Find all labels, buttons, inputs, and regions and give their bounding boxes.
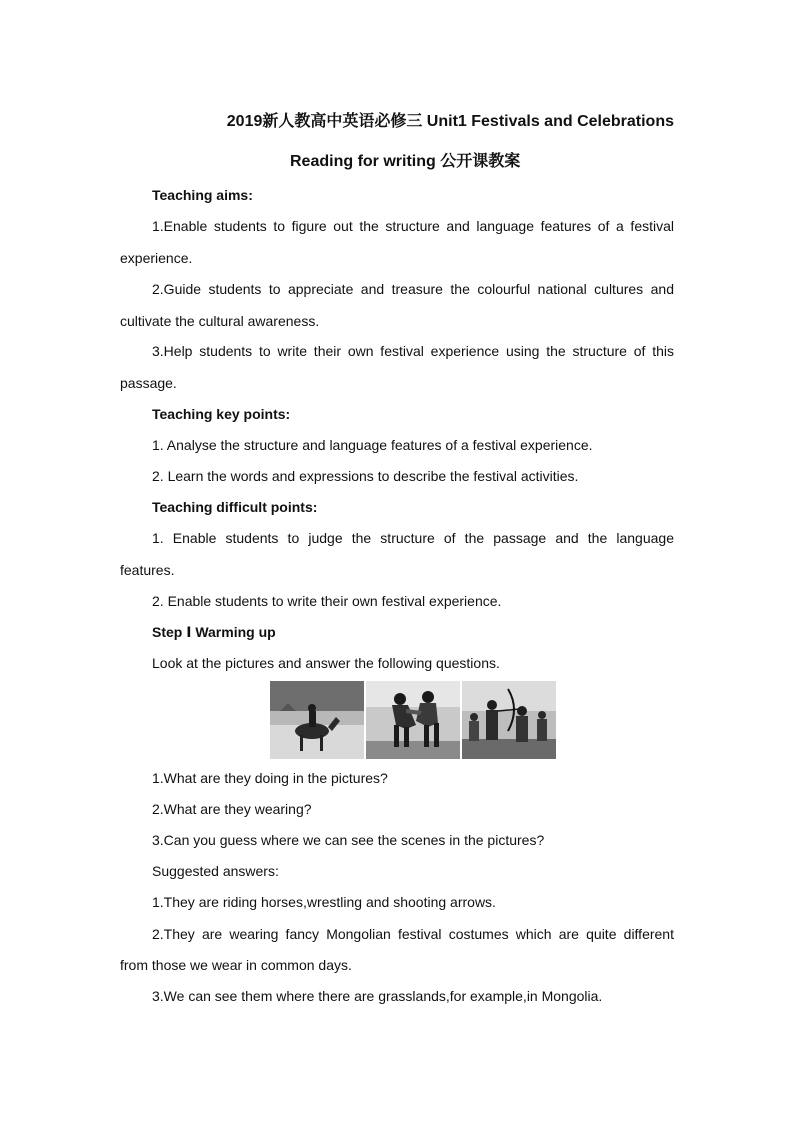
question-3: 3.Can you guess where we can see the scenes in the pictures? (152, 832, 545, 848)
answer-3: 3.We can see them where there are grasslands,for example,in Mongolia. (152, 988, 603, 1004)
doc-title-line1: 2019新人教高中英语必修三 Unit1 Festivals and Celebrations (226, 113, 674, 130)
aim1-line1: 1.Enable students to figure out the structure and language features of a festival (152, 218, 674, 234)
difficult-points-heading: Teaching difficult points: (152, 499, 318, 515)
suggested-answers-label: Suggested answers: (152, 863, 279, 879)
doc-title-line2: Reading for writing 公开课教案 (290, 153, 521, 170)
answer-2-line2: from those we wear in common days. (120, 957, 352, 973)
difficult-point-1-line1: 1. Enable students to judge the structure of the passage and the language (152, 530, 674, 546)
archery-photo (462, 681, 556, 759)
aim2-line1: 2.Guide students to appreciate and treasure the colourful national cultures and (152, 281, 674, 297)
key-points-heading: Teaching key points: (152, 406, 291, 422)
step1-heading: Step Ⅰ Warming up (152, 624, 276, 640)
question-1: 1.What are they doing in the pictures? (152, 770, 388, 786)
teaching-aims-heading: Teaching aims: (152, 187, 253, 203)
difficult-point-2: 2. Enable students to write their own festival experience. (152, 593, 502, 609)
aim2-line2: cultivate the cultural awareness. (120, 313, 320, 329)
question-2: 2.What are they wearing? (152, 801, 312, 817)
festival-photo-strip (270, 681, 556, 759)
difficult-point-1-line2: features. (120, 562, 175, 578)
key-point-2: 2. Learn the words and expressions to describe the festival activities. (152, 468, 579, 484)
aim1-line2: experience. (120, 250, 193, 266)
wrestling-photo (366, 681, 460, 759)
answer-1: 1.They are riding horses,wrestling and shooting arrows. (152, 894, 496, 910)
horse-riding-photo (270, 681, 364, 759)
answer-2-line1: 2.They are wearing fancy Mongolian festival costumes which are quite different (152, 926, 674, 942)
key-point-1: 1. Analyse the structure and language features of a festival experience. (152, 437, 593, 453)
warmup-instruction: Look at the pictures and answer the following questions. (152, 655, 500, 671)
aim3-line2: passage. (120, 375, 177, 391)
aim3-line1: 3.Help students to write their own festival experience using the structure of this (152, 343, 674, 359)
